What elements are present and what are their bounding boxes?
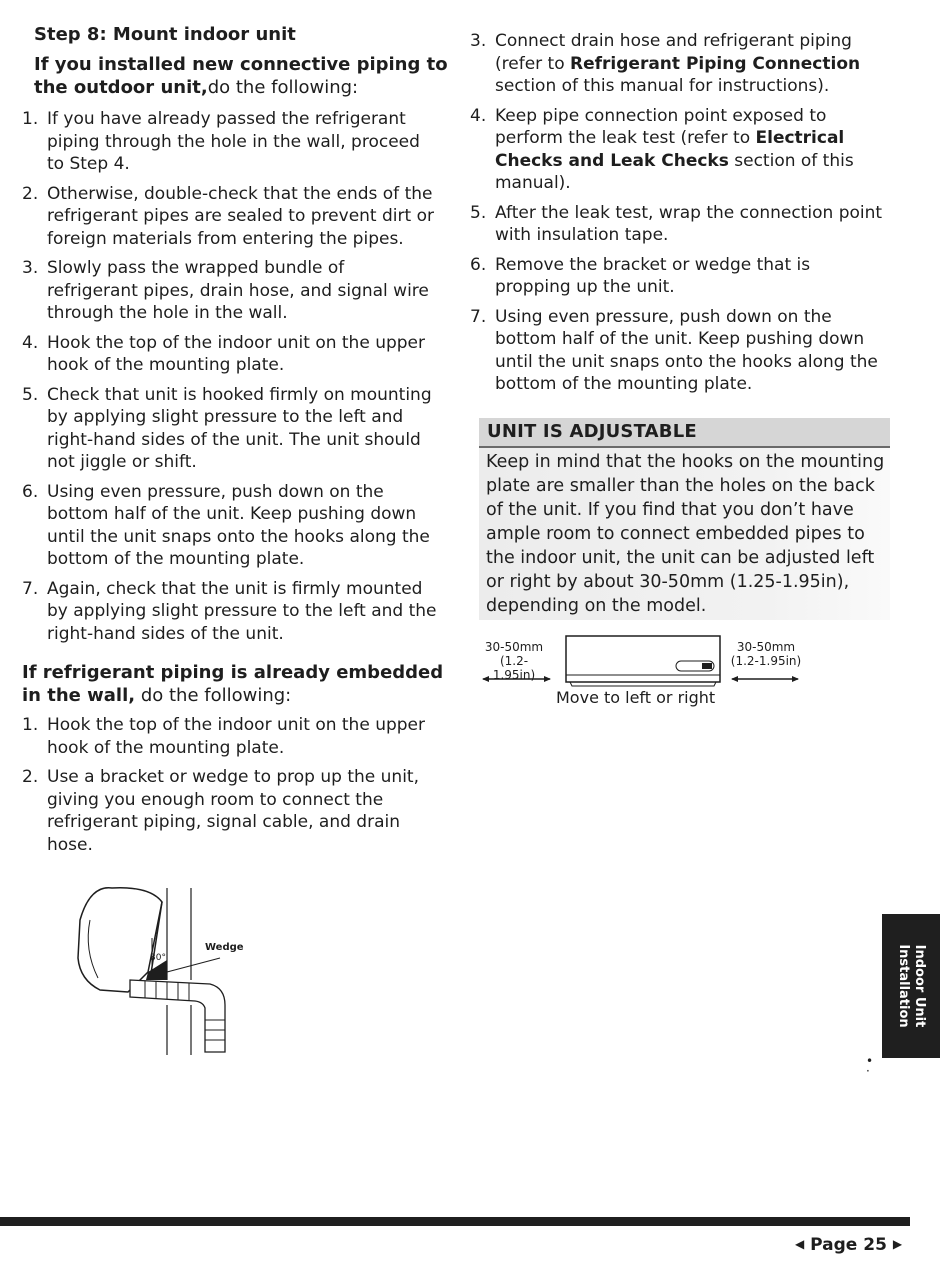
side-tab-text [895,944,927,1027]
list-item [470,306,890,396]
list-item-number: 2. [22,767,39,787]
section-new-intro-bold: If you installed new connective piping to the outdoor unit, [34,54,448,98]
list-item-number: 5. [22,384,39,405]
next-page-arrow-icon: ▶ [892,1237,903,1251]
move-caption: Move to left or right [556,688,716,707]
list-item-number: 1. [22,715,39,735]
page-number [795,1235,902,1255]
list-item [22,714,437,759]
unit-adjust-diagram [480,632,820,712]
list-item-text-pre: Connect drain hose and refrigerant piping (refer to [495,31,852,74]
footer-rule [0,1217,910,1226]
decorative-dots: • · [866,1054,874,1078]
list-item-text-pre: After the leak test, wrap the connection point with insulation tape. [495,202,883,245]
section-new-intro [34,53,454,99]
section-embedded-intro-rest: do the following: [135,685,292,706]
list-item [22,257,437,325]
wedge-drawing [70,880,270,1060]
list-item-number: 4. [22,332,39,353]
list-item [22,384,437,474]
list-item [22,108,437,176]
prev-page-arrow-icon: ◀ [795,1237,805,1251]
list-item-text-post: section of this manual). [495,150,854,193]
section-embedded-steps [22,714,437,863]
list-item-text: Use a bracket or wedge to prop up the unit, giving you enough room to connect the refrigerant piping, signal cable, and drain hose. [47,767,419,855]
list-item [22,183,437,251]
side-tab-line2: Installation [896,944,911,1028]
list-item-number: 3. [22,258,39,278]
list-item-text-pre: Keep pipe connection point exposed to perform the leak test (refer to [495,105,827,148]
section-new-intro-rest: do the following: [207,77,359,98]
angle-label: 30° [150,953,166,963]
list-item-number: 6. [470,254,487,275]
unit-adjustable-heading-bar [479,418,890,448]
list-item-number: 4. [470,105,487,126]
list-item-text: Check that unit is hooked firmly on mounting by applying slight pressure to the left and right-hand sides of the unit. The unit should not jiggle or shift. [47,384,432,472]
list-item [470,202,890,247]
unit-adjustable-body: Keep in mind that the hooks on the mounting plate are smaller than the holes on the back of the unit. If you find that you don’t have ample room to connect embedded pipes to the indoor unit, the unit can be adjusted left or right by about 30-50mm (1.25-1.95in), depending on the model. [486,452,885,616]
right-range-in: (1.2-1.95in) [730,654,802,668]
section-side-tab [882,914,940,1058]
list-item [22,481,437,571]
list-item-number: 6. [22,481,39,502]
list-item-number: 2. [22,183,39,204]
list-item [470,254,890,299]
unit-adjustable-heading: UNIT IS ADJUSTABLE [487,421,697,442]
list-item-text-post: section of this manual for instructions). [495,76,830,96]
list-item-number: 7. [470,306,487,327]
step-title: Step 8: Mount indoor unit [34,24,296,45]
list-item-number: 7. [22,578,39,599]
list-item-text-bold: Refrigerant Piping Connection [570,53,861,74]
list-item-text: Hook the top of the indoor unit on the upper hook of the mounting plate. [47,715,426,758]
list-item-number: 3. [470,31,487,51]
list-item-text-pre: Remove the bracket or wedge that is propping up the unit. [495,254,811,297]
left-range-in: (1.2-1.95in) [492,654,536,682]
list-item [470,30,890,98]
list-item-text-bold: Electrical Checks and Leak Checks [495,128,845,171]
section-embedded-steps-continued [470,30,890,403]
section-embedded-intro-bold: If refrigerant piping is already embedded in the wall, [22,662,444,706]
right-range-label [728,640,804,668]
list-item-text: If you have already passed the refrigerant piping through the hole in the wall, proceed to Step 4. [47,109,420,174]
list-item [22,332,437,377]
section-embedded-intro [22,661,447,707]
left-range-mm: 30-50mm [484,640,544,654]
list-item-text: Otherwise, double-check that the ends of the refrigerant pipes are sealed to prevent dirt or foreign materials from entering the pipes. [47,183,434,249]
list-item-number: 5. [470,202,487,223]
wedge-label: Wedge [205,942,244,953]
side-tab-line1: Indoor Unit [912,944,927,1028]
wedge-illustration [70,880,270,1060]
list-item-text: Slowly pass the wrapped bundle of refrigerant pipes, drain hose, and signal wire through the hole in the wall. [47,258,429,323]
list-item-text: Again, check that the unit is firmly mounted by applying slight pressure to the left and the right-hand sides of the unit. [47,578,437,644]
list-item [22,578,437,646]
page-label: Page 25 [810,1235,887,1255]
list-item-number: 1. [22,109,39,129]
list-item-text-pre: Using even pressure, push down on the bottom half of the unit. Keep pushing down until the unit snaps onto the hooks along the bottom of the mounting plate. [495,306,878,394]
right-range-mm: 30-50mm [736,640,796,654]
list-item [22,766,437,856]
unit-adjustable-box [479,418,890,620]
list-item-text: Using even pressure, push down on the bottom half of the unit. Keep pushing down until the unit snaps onto the hooks along the bottom of the mounting plate. [47,481,430,569]
section-new-steps [22,108,437,652]
list-item-text: Hook the top of the indoor unit on the upper hook of the mounting plate. [47,332,426,375]
list-item [470,105,890,195]
